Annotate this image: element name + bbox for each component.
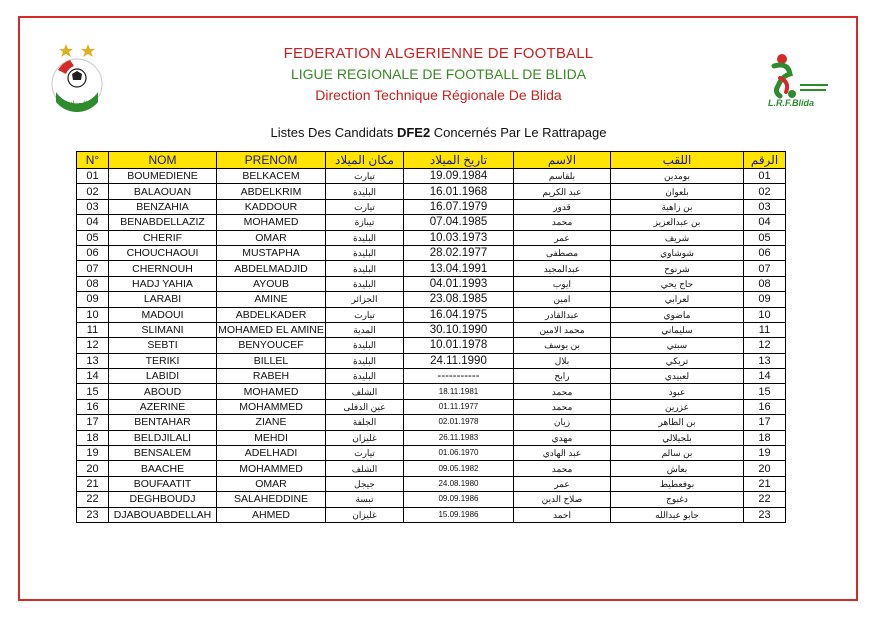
birth-date: 16.01.1968 — [404, 184, 514, 199]
row-number: 03 — [77, 199, 109, 214]
table-row — [77, 245, 786, 260]
candidate-nom-ar: بلجيلالي — [611, 430, 744, 445]
candidate-nom-ar: دغبوج — [611, 492, 744, 507]
candidate-prenom-ar: ايوب — [514, 276, 611, 291]
candidate-nom: BENABDELLAZIZ — [109, 215, 217, 230]
candidate-prenom: BILLEL — [217, 353, 326, 368]
table-row — [77, 230, 786, 245]
row-number-ar: 08 — [744, 276, 786, 291]
list-subtitle: Listes Des Candidats DFE2 Concernés Par Le Rattrapage — [270, 125, 607, 140]
candidate-nom-ar: سليماني — [611, 322, 744, 337]
birth-date: 09.09.1986 — [404, 492, 514, 507]
birth-place: البليدة — [326, 353, 404, 368]
candidate-prenom: OMAR — [217, 476, 326, 491]
candidate-prenom-ar: محمد — [514, 461, 611, 476]
row-number-ar: 12 — [744, 338, 786, 353]
birth-place: البليدة — [326, 184, 404, 199]
candidate-nom: BALAOUAN — [109, 184, 217, 199]
birth-place: البليدة — [326, 230, 404, 245]
row-number: 21 — [77, 476, 109, 491]
candidate-nom: CHERIF — [109, 230, 217, 245]
candidate-nom: DEGHBOUDJ — [109, 492, 217, 507]
candidate-nom: SLIMANI — [109, 322, 217, 337]
candidate-nom: MADOUI — [109, 307, 217, 322]
candidate-prenom: BELKACEM — [217, 169, 326, 184]
birth-place: المدية — [326, 322, 404, 337]
table-row — [77, 169, 786, 184]
row-number-ar: 19 — [744, 446, 786, 461]
candidate-prenom: AHMED — [217, 507, 326, 522]
candidate-nom-ar: شوشاوي — [611, 245, 744, 260]
row-number-ar: 17 — [744, 415, 786, 430]
candidate-prenom: MUSTAPHA — [217, 245, 326, 260]
candidate-prenom-ar: عبد الكريم — [514, 184, 611, 199]
candidate-nom-ar: بن سالم — [611, 446, 744, 461]
table-row — [77, 446, 786, 461]
birth-date: 23.08.1985 — [404, 292, 514, 307]
row-number: 13 — [77, 353, 109, 368]
col-header-prenom: PRENOM — [217, 152, 326, 169]
birth-place: عين الدفلى — [326, 399, 404, 414]
table-row — [77, 476, 786, 491]
lrf-blida-caption: L.R.F.Blida — [768, 98, 815, 108]
birth-date: 10.01.1978 — [404, 338, 514, 353]
birth-place: تيارت — [326, 446, 404, 461]
candidate-prenom: ADELHADI — [217, 446, 326, 461]
birth-date: 24.11.1990 — [404, 353, 514, 368]
candidate-prenom-ar: عمر — [514, 476, 611, 491]
col-header-nom: NOM — [109, 152, 217, 169]
col-header-num-ar: الرقم — [744, 152, 786, 169]
direction-title: Direction Technique Régionale De Blida — [315, 87, 562, 103]
table-row — [77, 215, 786, 230]
candidate-nom-ar: بن زاهية — [611, 199, 744, 214]
candidates-table — [76, 151, 786, 523]
row-number-ar: 21 — [744, 476, 786, 491]
candidate-prenom: MOHAMED — [217, 384, 326, 399]
candidate-nom: TERIKI — [109, 353, 217, 368]
birth-place: تيارت — [326, 169, 404, 184]
birth-place: البليدة — [326, 276, 404, 291]
row-number-ar: 16 — [744, 399, 786, 414]
candidate-prenom: ABDELKRIM — [217, 184, 326, 199]
candidate-nom: AZERINE — [109, 399, 217, 414]
row-number-ar: 09 — [744, 292, 786, 307]
candidate-prenom-ar: محمد — [514, 384, 611, 399]
candidate-prenom-ar: احمد — [514, 507, 611, 522]
birth-place: غليزان — [326, 430, 404, 445]
birth-place: غليزان — [326, 507, 404, 522]
faf-logo-caption: الجزائر — [66, 100, 88, 108]
candidate-nom: BENZAHIA — [109, 199, 217, 214]
candidate-prenom-ar: صلاح الدين — [514, 492, 611, 507]
candidate-nom: BOUMEDIENE — [109, 169, 217, 184]
candidate-prenom-ar: عبد الهادي — [514, 446, 611, 461]
row-number: 22 — [77, 492, 109, 507]
row-number-ar: 10 — [744, 307, 786, 322]
table-row — [77, 261, 786, 276]
candidate-prenom: MOHAMMED — [217, 399, 326, 414]
row-number-ar: 07 — [744, 261, 786, 276]
candidate-prenom-ar: عمر — [514, 230, 611, 245]
candidate-prenom: OMAR — [217, 230, 326, 245]
league-title: LIGUE REGIONALE DE FOOTBALL DE BLIDA — [290, 66, 587, 82]
table-row — [77, 415, 786, 430]
candidate-nom: CHERNOUH — [109, 261, 217, 276]
candidate-prenom-ar: بن يوسف — [514, 338, 611, 353]
candidate-prenom-ar: قدور — [514, 199, 611, 214]
row-number-ar: 11 — [744, 322, 786, 337]
birth-date: 01.11.1977 — [404, 399, 514, 414]
candidate-prenom-ar: عبدالمجيد — [514, 261, 611, 276]
birth-place: الشلف — [326, 461, 404, 476]
candidate-nom-ar: تريكي — [611, 353, 744, 368]
candidate-nom-ar: لعبيدي — [611, 369, 744, 384]
birth-date: 16.04.1975 — [404, 307, 514, 322]
row-number: 05 — [77, 230, 109, 245]
candidate-nom: LARABI — [109, 292, 217, 307]
row-number: 20 — [77, 461, 109, 476]
candidate-prenom-ar: مهدي — [514, 430, 611, 445]
birth-place: الجزائر — [326, 292, 404, 307]
candidate-prenom-ar: امين — [514, 292, 611, 307]
birth-date: 01.06.1970 — [404, 446, 514, 461]
candidate-prenom-ar: محمد — [514, 215, 611, 230]
birth-date: 07.04.1985 — [404, 215, 514, 230]
col-header-date: تاريخ الميلاد — [404, 152, 514, 169]
candidate-prenom-ar: بلقاسم — [514, 169, 611, 184]
diploma-level: DFE2 — [396, 125, 431, 140]
table-row — [77, 338, 786, 353]
row-number-ar: 04 — [744, 215, 786, 230]
birth-date: 13.04.1991 — [404, 261, 514, 276]
col-header-prenom-ar: الاسم — [514, 152, 611, 169]
table-row — [77, 292, 786, 307]
candidate-nom-ar: ماضوي — [611, 307, 744, 322]
birth-date: 18.11.1981 — [404, 384, 514, 399]
table-row — [77, 369, 786, 384]
birth-date: 09.05.1982 — [404, 461, 514, 476]
birth-date: 04.01.1993 — [404, 276, 514, 291]
row-number-ar: 23 — [744, 507, 786, 522]
candidate-prenom-ar: زيان — [514, 415, 611, 430]
candidate-nom-ar: بوفعطيط — [611, 476, 744, 491]
candidate-nom: BOUFAATIT — [109, 476, 217, 491]
table-row — [77, 430, 786, 445]
birth-date: 30.10.1990 — [404, 322, 514, 337]
candidate-nom: BENTAHAR — [109, 415, 217, 430]
candidate-nom-ar: شرنوح — [611, 261, 744, 276]
candidate-nom: BAACHE — [109, 461, 217, 476]
table-row — [77, 461, 786, 476]
candidate-nom-ar: بن الطاهر — [611, 415, 744, 430]
candidate-nom-ar: شريف — [611, 230, 744, 245]
candidate-nom-ar: عزرين — [611, 399, 744, 414]
row-number: 09 — [77, 292, 109, 307]
candidate-nom-ar: عبود — [611, 384, 744, 399]
col-header-num: N° — [77, 152, 109, 169]
birth-place: البليدة — [326, 338, 404, 353]
candidate-prenom-ar: عبدالقادر — [514, 307, 611, 322]
row-number-ar: 13 — [744, 353, 786, 368]
row-number-ar: 20 — [744, 461, 786, 476]
row-number: 15 — [77, 384, 109, 399]
birth-date: 24.08.1980 — [404, 476, 514, 491]
federation-title: FEDERATION ALGERIENNE DE FOOTBALL — [283, 45, 594, 62]
table-row — [77, 322, 786, 337]
table-row — [77, 276, 786, 291]
row-number: 17 — [77, 415, 109, 430]
candidate-prenom-ar: رابح — [514, 369, 611, 384]
candidate-nom: BELDJILALI — [109, 430, 217, 445]
candidate-prenom-ar: مصطفى — [514, 245, 611, 260]
table-row — [77, 399, 786, 414]
candidate-prenom: MOHAMMED — [217, 461, 326, 476]
table-row — [77, 492, 786, 507]
candidate-nom-ar: حاج يحي — [611, 276, 744, 291]
candidate-prenom: KADDOUR — [217, 199, 326, 214]
birth-place: البليدة — [326, 245, 404, 260]
row-number: 06 — [77, 245, 109, 260]
table-row — [77, 507, 786, 522]
birth-place: تبسة — [326, 492, 404, 507]
candidate-prenom: ABDELKADER — [217, 307, 326, 322]
candidate-prenom: ZIANE — [217, 415, 326, 430]
col-header-nom-ar: اللقب — [611, 152, 744, 169]
row-number-ar: 01 — [744, 169, 786, 184]
candidate-prenom: MEHDI — [217, 430, 326, 445]
birth-date: 02.01.1978 — [404, 415, 514, 430]
row-number-ar: 14 — [744, 369, 786, 384]
row-number-ar: 03 — [744, 199, 786, 214]
candidate-nom: HADJ YAHIA — [109, 276, 217, 291]
candidate-nom: SEBTI — [109, 338, 217, 353]
row-number-ar: 06 — [744, 245, 786, 260]
row-number: 14 — [77, 369, 109, 384]
row-number: 23 — [77, 507, 109, 522]
table-row — [77, 353, 786, 368]
candidate-prenom-ar: بلال — [514, 353, 611, 368]
row-number-ar: 22 — [744, 492, 786, 507]
row-number-ar: 05 — [744, 230, 786, 245]
candidate-nom-ar: سبتي — [611, 338, 744, 353]
col-header-lieu: مكان الميلاد — [326, 152, 404, 169]
candidate-nom-ar: بلعوان — [611, 184, 744, 199]
candidate-prenom: MOHAMED — [217, 215, 326, 230]
birth-date: 28.02.1977 — [404, 245, 514, 260]
table-row — [77, 184, 786, 199]
candidate-nom-ar: بومدين — [611, 169, 744, 184]
candidate-nom-ar: جابو عبدالله — [611, 507, 744, 522]
candidate-nom: BENSALEM — [109, 446, 217, 461]
row-number: 02 — [77, 184, 109, 199]
candidate-prenom: BENYOUCEF — [217, 338, 326, 353]
row-number: 08 — [77, 276, 109, 291]
birth-date: 26.11.1983 — [404, 430, 514, 445]
candidate-nom-ar: لعرابي — [611, 292, 744, 307]
row-number: 01 — [77, 169, 109, 184]
birth-date: ----------- — [404, 369, 514, 384]
candidate-prenom-ar: محمد — [514, 399, 611, 414]
row-number: 04 — [77, 215, 109, 230]
row-number: 19 — [77, 446, 109, 461]
row-number-ar: 15 — [744, 384, 786, 399]
candidate-nom: ABOUD — [109, 384, 217, 399]
candidate-nom-ar: بن عبدالعزيز — [611, 215, 744, 230]
birth-place: الشلف — [326, 384, 404, 399]
row-number-ar: 02 — [744, 184, 786, 199]
candidate-prenom-ar: محمد الامين — [514, 322, 611, 337]
row-number: 16 — [77, 399, 109, 414]
row-number: 12 — [77, 338, 109, 353]
candidate-nom-ar: بعاش — [611, 461, 744, 476]
table-row — [77, 307, 786, 322]
candidate-prenom: MOHAMED EL AMINE — [218, 324, 324, 337]
candidate-prenom: ABDELMADJID — [217, 261, 326, 276]
candidate-nom: LABIDI — [109, 369, 217, 384]
row-number: 11 — [77, 322, 109, 337]
table-row — [77, 199, 786, 214]
birth-date: 15.09.1986 — [404, 507, 514, 522]
birth-place: البليدة — [326, 261, 404, 276]
birth-place: البليدة — [326, 369, 404, 384]
table-row — [77, 384, 786, 399]
candidate-prenom: SALAHEDDINE — [217, 492, 326, 507]
candidate-prenom: AMINE — [217, 292, 326, 307]
row-number: 18 — [77, 430, 109, 445]
row-number-ar: 18 — [744, 430, 786, 445]
candidate-prenom: RABEH — [217, 369, 326, 384]
birth-date: 10.03.1973 — [404, 230, 514, 245]
birth-place: الجلفة — [326, 415, 404, 430]
table-header-row — [77, 152, 786, 169]
birth-place: جيجل — [326, 476, 404, 491]
row-number: 07 — [77, 261, 109, 276]
candidate-prenom: AYOUB — [217, 276, 326, 291]
birth-place: تيبازة — [326, 215, 404, 230]
birth-place: تيارت — [326, 307, 404, 322]
birth-date: 19.09.1984 — [404, 169, 514, 184]
row-number: 10 — [77, 307, 109, 322]
birth-place: تيارت — [326, 199, 404, 214]
candidate-nom: DJABOUABDELLAH — [109, 507, 217, 522]
birth-date: 16.07.1979 — [404, 199, 514, 214]
candidate-nom: CHOUCHAOUI — [109, 245, 217, 260]
